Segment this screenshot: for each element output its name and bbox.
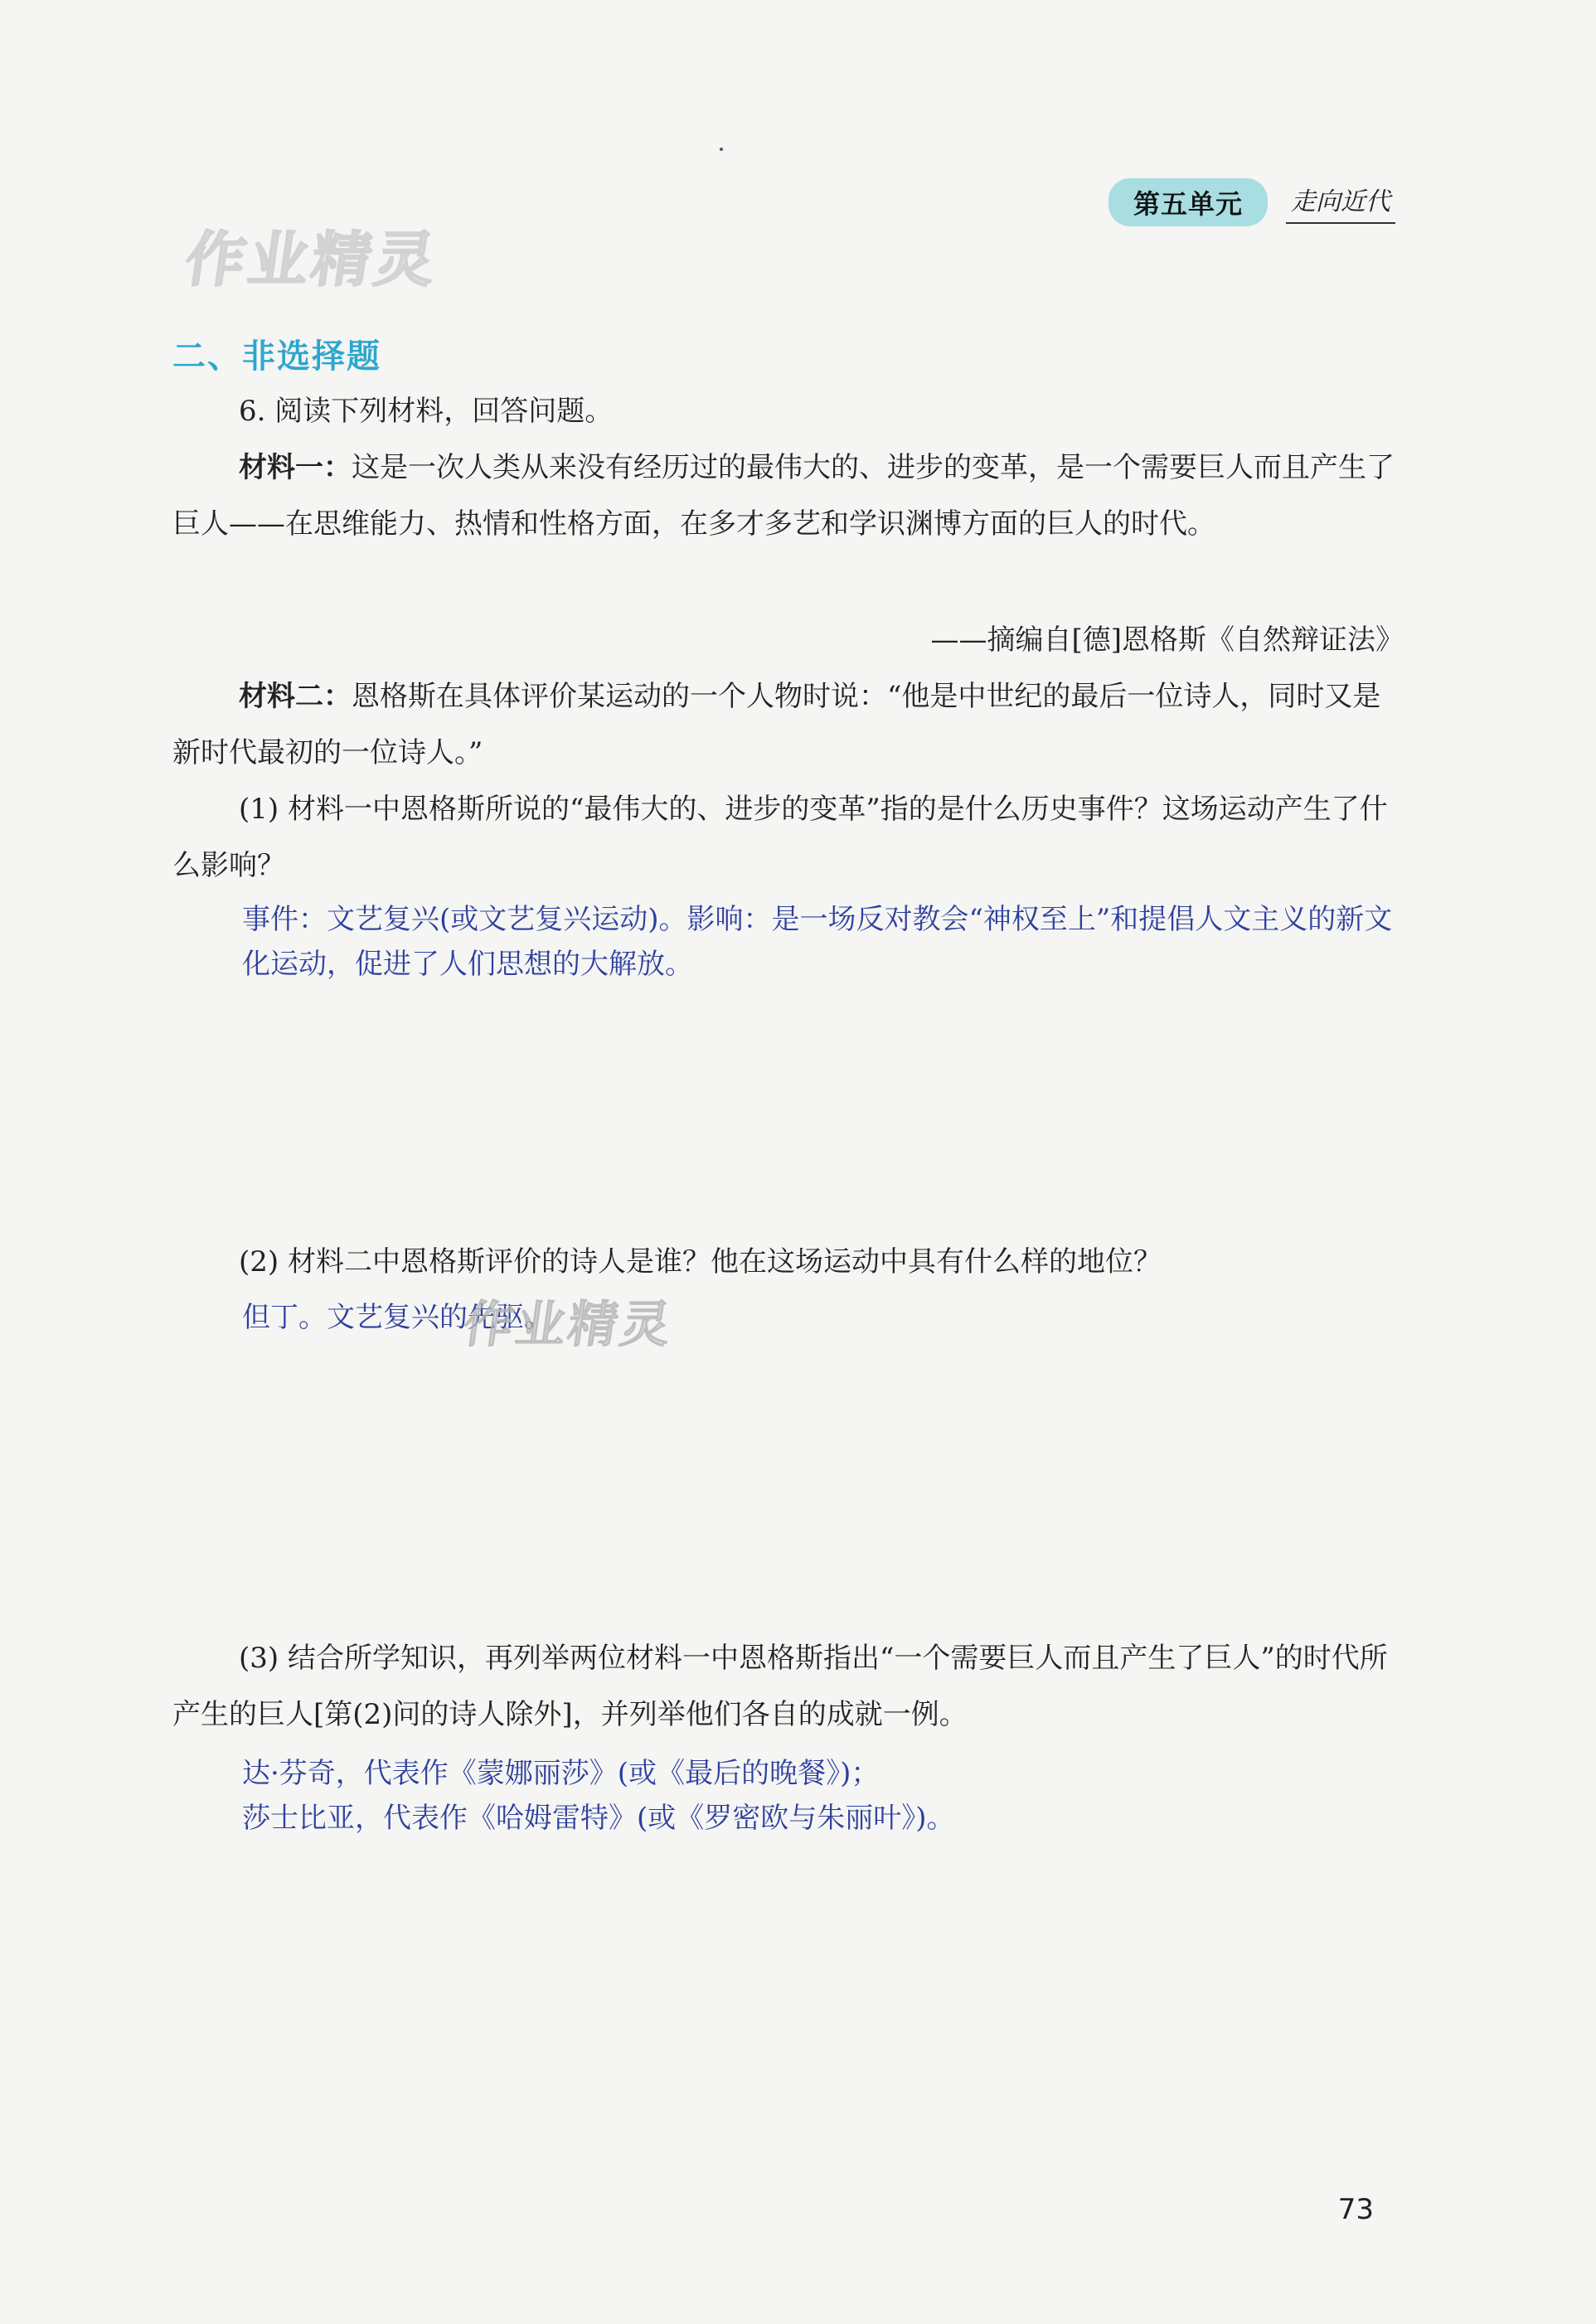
sub-question-2: (2) 材料二中恩格斯评价的诗人是谁？他在这场运动中具有什么样的地位？	[239, 1245, 1162, 1278]
unit-badge: 第五单元	[1108, 178, 1268, 226]
answer-1: 事件：文艺复兴(或文艺复兴运动)。影响：是一场反对教会“神权至上”和提倡人文主义的新文化运动，促进了人们思想的大解放。	[242, 903, 1393, 981]
answer-3	[242, 1751, 1411, 1841]
page-number: 73	[1337, 2193, 1374, 2226]
question-intro: 6. 阅读下列材料，回答问题。	[239, 395, 614, 428]
answer-3-line-1: 达·芬奇，代表作《蒙娜丽莎》(或《最后的晚餐》)；	[242, 1757, 880, 1790]
section-heading: 二、非选择题	[172, 337, 381, 376]
material-two	[172, 668, 1404, 781]
material-two-text: 恩格斯在具体评价某运动的一个人物时说：“他是中世纪的最后一位诗人，同时又是新时代最初的一位诗人。”	[172, 680, 1381, 769]
material-one-text: 这是一次人类从来没有经历过的最伟大的、进步的变革，是一个需要巨人而且产生了巨人——在思维能力、热情和性格方面，在多才多艺和学识渊博方面的巨人的时代。	[172, 451, 1395, 541]
unit-title: 走向近代	[1286, 181, 1395, 224]
answer-3-line-2: 莎士比亚，代表作《哈姆雷特》(或《罗密欧与朱丽叶》)。	[242, 1802, 955, 1835]
material-two-label: 材料二：	[239, 680, 352, 713]
sub-question-1: (1) 材料一中恩格斯所说的“最伟大的、进步的变革”指的是什么历史事件？这场运动产生了什么影响？	[172, 793, 1388, 882]
material-one-source: ——摘编自[德]恩格斯《自然辩证法》	[930, 623, 1404, 657]
material-one	[172, 439, 1404, 552]
watermark-mid: 作业精灵	[459, 1296, 677, 1354]
unit-header	[1108, 178, 1395, 226]
speck-mark	[720, 148, 723, 151]
answer-2: 但丁。文艺复兴的先驱。	[242, 1301, 552, 1334]
watermark-logo: 作业精灵	[181, 225, 444, 294]
material-one-label: 材料一：	[239, 451, 352, 484]
sub-question-3: (3) 结合所学知识，再列举两位材料一中恩格斯指出“一个需要巨人而且产生了巨人”的时代所产生的巨人[第(2)问的诗人除外]，并列举他们各自的成就一例。	[172, 1642, 1388, 1731]
